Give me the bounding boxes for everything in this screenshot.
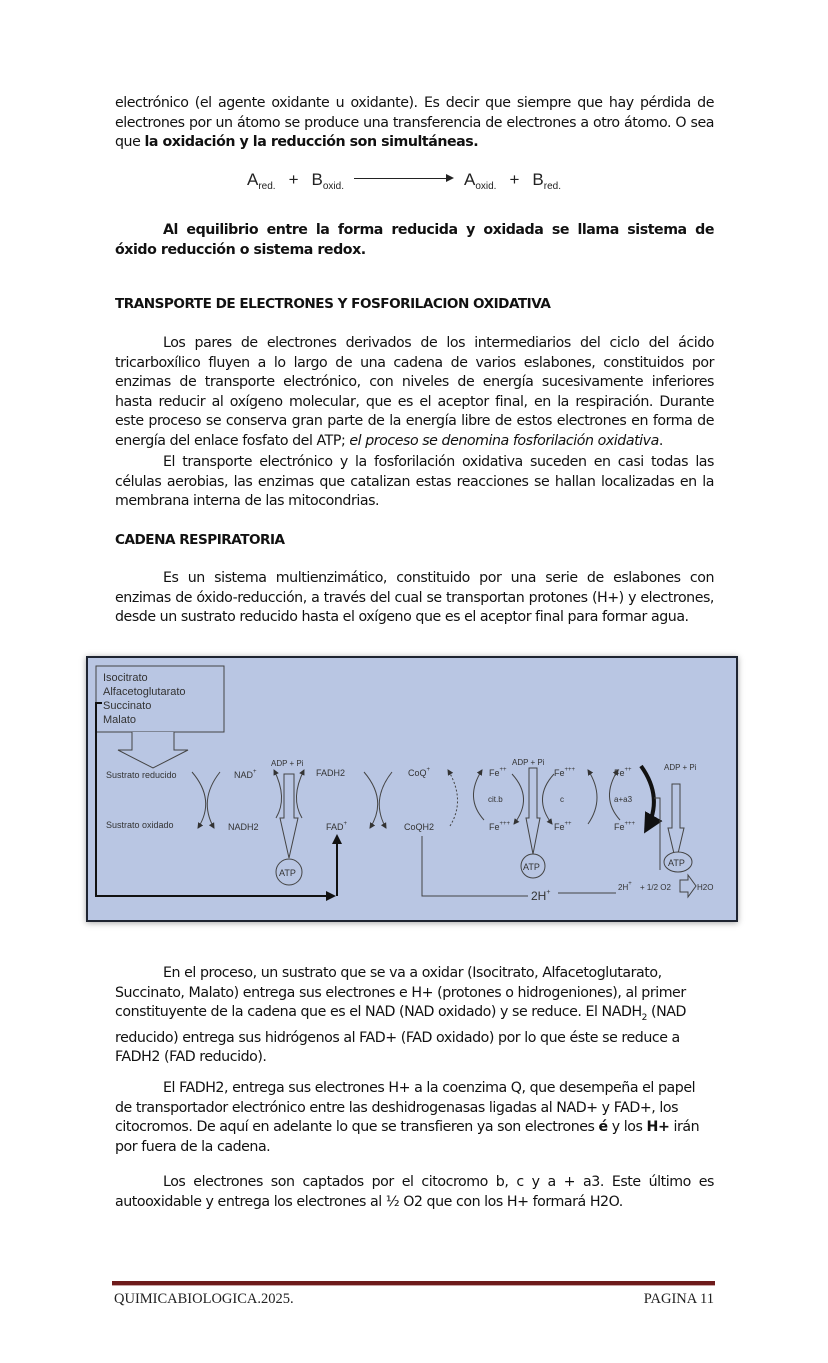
svg-text:H2O: H2O (697, 883, 714, 892)
svg-text:Fe+++: Fe+++ (614, 821, 636, 832)
redox-equation (247, 170, 561, 192)
svg-text:NAD+: NAD+ (234, 769, 257, 780)
section-heading-cadena: CADENA RESPIRATORIA (115, 532, 285, 548)
intro-paragraph (115, 94, 714, 153)
svg-text:ATP: ATP (279, 868, 296, 878)
section3-paragraph-2: El FADH2, entrega sus electrones H+ a la coenzima Q, que desempeña el papel de transportador electrónico entre las deshidrogenasas ligadas al NAD+ y FAD+, los citocromos. De aquí en adelante lo que se transfieren ya son electrones é y los H+ irán por fuera de la cadena. (115, 1080, 700, 1155)
svg-text:cit.b: cit.b (488, 795, 503, 804)
svg-text:CoQ+: CoQ+ (408, 767, 431, 778)
svg-text:a+a3: a+a3 (614, 795, 633, 804)
section1-paragraph-2: El transporte electrónico y la fosforilación oxidativa suceden en casi todas las células aerobias, las enzimas que catalizan estas reacciones se hallan localizadas en la membrana interna de las mitocondrias. (115, 454, 714, 510)
section3-paragraph-3: Los electrones son captados por el citocromo b, c y a + a3. Este último es autooxidable y entrega los electrones al ½ O2 que con los H+ formará H2O. (115, 1174, 714, 1210)
svg-text:CoQH2: CoQH2 (404, 822, 435, 832)
page-number: PAGINA 11 (643, 1291, 714, 1307)
svg-text:Alfacetoglutarato: Alfacetoglutarato (103, 686, 186, 698)
svg-text:ADP + Pi: ADP + Pi (512, 758, 545, 767)
svg-text:Sustrato oxidado: Sustrato oxidado (106, 820, 174, 830)
section3-paragraph-1: En el proceso, un sustrato que se va a oxidar (Isocitrato, Alfacetoglutarato, Succinato, Malato) entrega sus electrones e H+ (protones o hidrogeniones), al primer constituyente de la cadena que es el NAD (NAD oxidado) y se reduce. El $NADH_2$ (NAD reducido) entrega sus hidrógenos al FAD+ (FAD oxidado) por lo que éste se reduce a FADH2 (FAD reducido). (115, 965, 686, 1066)
svg-text:Fe++: Fe++ (614, 767, 632, 778)
section2-paragraph-1: Es un sistema multienzimático, constituido por una serie de eslabones con enzimas de óxido-reducción, a través del cual se transportan protones (H+) y electrones, desde un sustrato reducido hasta el oxígeno que es el aceptor final para formar agua. (115, 570, 714, 626)
footer-rule (112, 1281, 715, 1286)
eq-plus: + (509, 170, 520, 189)
svg-text:ATP: ATP (668, 858, 685, 868)
svg-text:ADP + Pi: ADP + Pi (271, 759, 304, 768)
footer-title: QUIMICABIOLOGICA.2025. (114, 1291, 294, 1307)
svg-text:c: c (560, 795, 564, 804)
svg-text:+ 1/2 O2: + 1/2 O2 (640, 883, 671, 892)
svg-text:Fe+++: Fe+++ (554, 767, 576, 778)
svg-text:Fe+++: Fe+++ (489, 821, 511, 832)
svg-text:2H+: 2H+ (531, 889, 551, 903)
section-heading-transporte: TRANSPORTE DE ELECTRONES Y FOSFORILACION OXIDATIVA (115, 296, 551, 312)
redox-definition: Al equilibrio entre la forma reducida y oxidada se llama sistema de óxido reducción o sistema redox. (115, 222, 714, 258)
right-arrow-icon (354, 178, 452, 179)
substrate-box (96, 666, 224, 768)
eq-b-oxid: $B_{oxid.}$ (311, 170, 344, 192)
svg-text:FADH2: FADH2 (316, 768, 346, 778)
eq-a-oxid: $A_{oxid.}$ (463, 170, 497, 192)
respiratory-chain-diagram (86, 656, 738, 922)
eq-b-red: $B_{red.}$ (532, 170, 561, 192)
italic-term: el proceso se denomina fosforilación oxidativa (349, 432, 659, 449)
svg-text:Fe++: Fe++ (489, 767, 507, 778)
down-arrow-icon (118, 732, 188, 768)
intro-text: electrónico (el agente oxidante u oxidante). Es decir que siempre que hay pérdida de electrones por un átomo se produce una transferencia de electrones a otro átomo. O sea que (115, 95, 714, 151)
svg-text:Isocitrato: Isocitrato (103, 672, 148, 684)
svg-text:Succinato: Succinato (103, 700, 152, 712)
svg-text:Sustrato reducido: Sustrato reducido (106, 770, 177, 780)
svg-text:NADH2: NADH2 (228, 822, 259, 832)
section1-paragraph-1: Los pares de electrones derivados de los intermediarios del ciclo del ácido tricarboxílico fluyen a lo largo de una cadena de varios eslabones, constituidos por enzimas de transporte electrónico, con niveles de energía sucesivamente inferiores hasta reducir al oxígeno molecular, que es el aceptor final, en la respiración. Durante este proceso se conserva gran parte de la energía libre de estos electrones en forma de energía del enlace fosfato del ATP; el proceso se denomina fosforilación oxidativa. (115, 335, 714, 449)
reaction-arrow-icon (680, 875, 696, 897)
svg-text:Fe++: Fe++ (554, 821, 572, 832)
svg-text:ATP: ATP (523, 862, 540, 872)
eq-plus: + (288, 170, 299, 189)
eq-a-red: $A_{red.}$ (247, 170, 276, 192)
svg-text:Malato: Malato (103, 714, 137, 726)
intro-bold-text: la oxidación y la reducción son simultáneas. (144, 134, 479, 151)
svg-text:ADP + Pi: ADP + Pi (664, 763, 697, 772)
svg-text:2H+: 2H+ (618, 881, 632, 892)
svg-text:FAD+: FAD+ (326, 821, 348, 832)
